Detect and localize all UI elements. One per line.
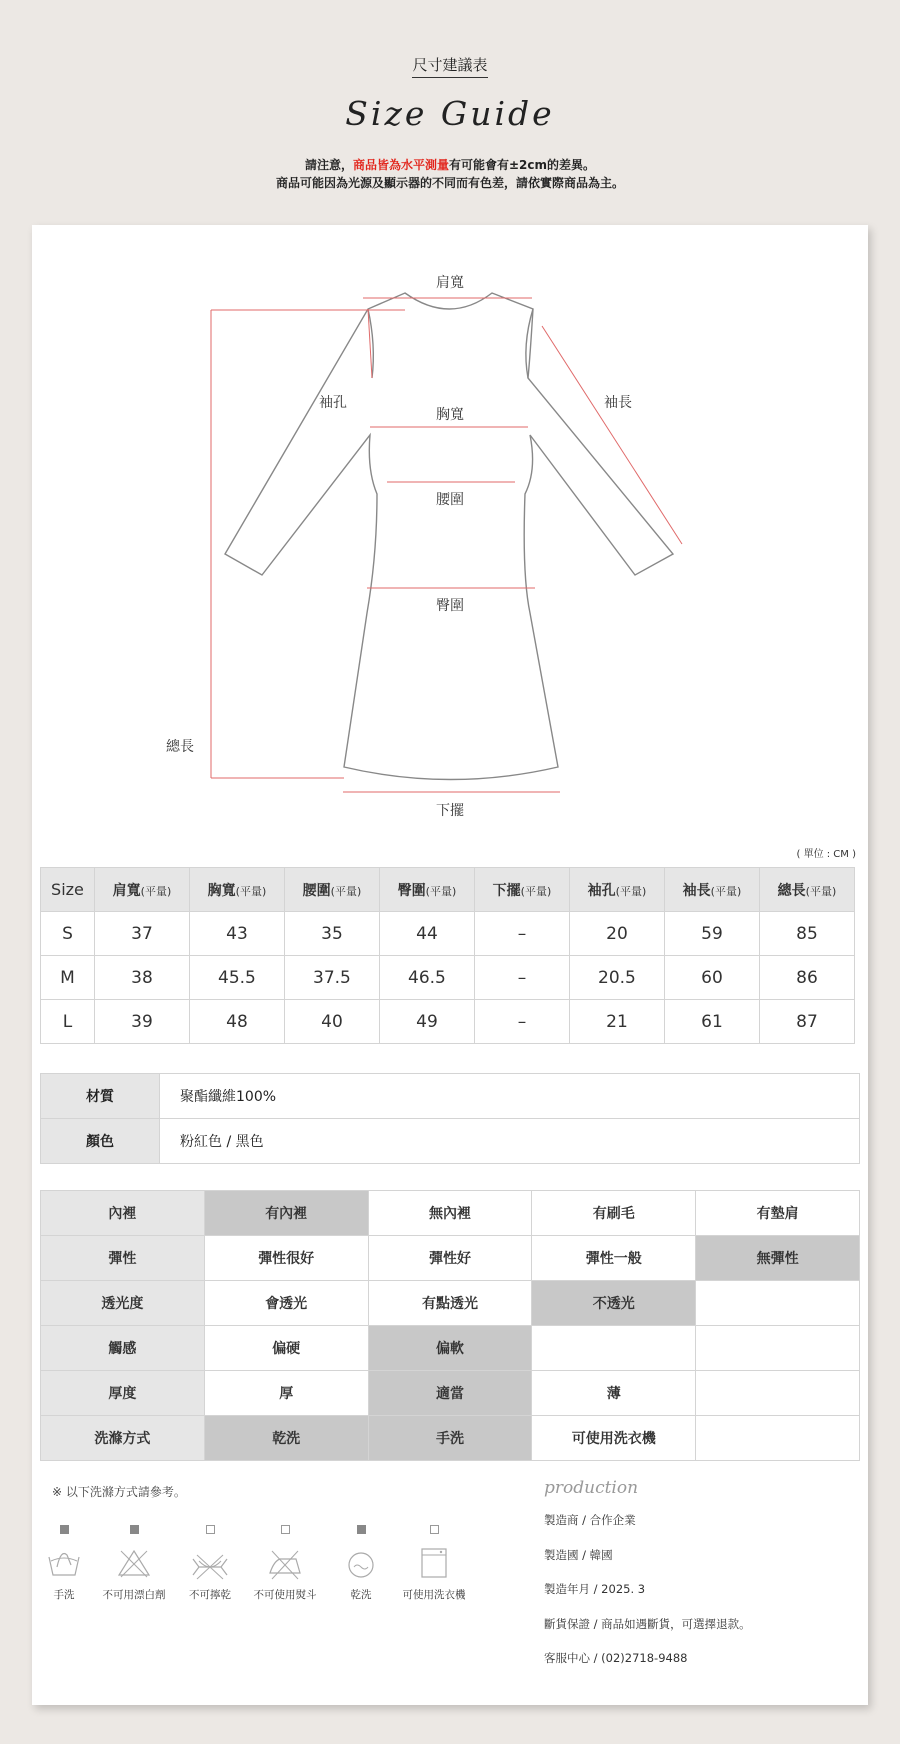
hand-wash-icon: [45, 1547, 83, 1581]
no-wring-icon: [191, 1547, 229, 1581]
care-label: 不可使用熨斗: [253, 1589, 317, 1601]
property-option: 可使用洗衣機: [532, 1416, 696, 1461]
material-row: [41, 1074, 860, 1119]
care-label: 不可擰乾: [189, 1589, 231, 1601]
production-info: [544, 1478, 864, 1685]
property-option: [696, 1416, 860, 1461]
production-title: production: [544, 1478, 639, 1498]
property-key: 厚度: [41, 1371, 205, 1416]
size-cell: 45.5: [189, 956, 284, 1000]
size-cell: 48: [189, 1000, 284, 1044]
armhole-label: 袖孔: [319, 395, 347, 411]
size-cell: M: [41, 956, 95, 1000]
sleeve-line: [542, 326, 682, 544]
care-checkbox: [430, 1525, 439, 1534]
material-table: [40, 1073, 860, 1164]
care-checkbox: [206, 1525, 215, 1534]
washing-machine-icon: [415, 1547, 453, 1581]
property-option: 偏硬: [204, 1326, 368, 1371]
size-cell: 39: [94, 1000, 189, 1044]
property-option: 厚: [204, 1371, 368, 1416]
size-card: [32, 225, 868, 1705]
size-cell: –: [474, 956, 569, 1000]
material-value: 聚酯纖維100%: [160, 1074, 860, 1119]
size-cell: 86: [759, 956, 854, 1000]
size-row: [41, 1000, 855, 1044]
production-line: 客服中心 / (02)2718-9488: [544, 1651, 688, 1665]
property-option: 薄: [532, 1371, 696, 1416]
size-cell: 37.5: [284, 956, 379, 1000]
property-option: 乾洗: [204, 1416, 368, 1461]
property-option: 有刷毛: [532, 1191, 696, 1236]
size-cell: 87: [759, 1000, 854, 1044]
size-column-header: 總長(平量): [759, 868, 854, 912]
property-key: 內裡: [41, 1191, 205, 1236]
waist-label: 腰圍: [436, 492, 464, 508]
size-cell: –: [474, 1000, 569, 1044]
care-label: 不可用漂白劑: [102, 1589, 166, 1601]
care-checkbox: [60, 1525, 69, 1534]
no-bleach-icon: [115, 1547, 153, 1581]
size-column-header: 袖長(平量): [664, 868, 759, 912]
property-key: 透光度: [41, 1281, 205, 1326]
property-table: [40, 1190, 860, 1461]
dress-outline: [225, 293, 673, 780]
property-option: 適當: [368, 1371, 532, 1416]
property-option: 不透光: [532, 1281, 696, 1326]
unit-label: ( 單位 : CM ): [796, 849, 856, 860]
production-line: 斷貨保證 / 商品如遇斷貨，可選擇退款。: [544, 1616, 751, 1631]
property-option: 有內裡: [204, 1191, 368, 1236]
property-key: 洗滌方式: [41, 1416, 205, 1461]
property-key: 彈性: [41, 1236, 205, 1281]
property-option: 彈性很好: [204, 1236, 368, 1281]
size-guide-kicker: 尺寸建議表: [0, 54, 900, 75]
care-item: [394, 1525, 474, 1602]
size-row: [41, 956, 855, 1000]
size-table: [40, 867, 855, 1044]
size-cell: 37: [94, 912, 189, 956]
size-column-header: 胸寬(平量): [189, 868, 284, 912]
size-table-header: [41, 868, 855, 912]
size-cell: 40: [284, 1000, 379, 1044]
care-note: ※ 以下洗滌方式請參考。: [52, 1485, 186, 1499]
length-label: 總長: [166, 739, 194, 755]
material-key: 材質: [41, 1074, 160, 1119]
care-item: [94, 1525, 174, 1602]
care-item: [24, 1525, 104, 1602]
size-cell: S: [41, 912, 95, 956]
size-column-header: 肩寬(平量): [94, 868, 189, 912]
size-cell: 21: [569, 1000, 664, 1044]
shoulder-label: 肩寬: [436, 275, 464, 291]
property-option: [696, 1281, 860, 1326]
material-key: 顏色: [41, 1119, 160, 1164]
production-line: 製造年月 / 2025. 3: [544, 1582, 646, 1596]
size-cell: 49: [379, 1000, 474, 1044]
property-row: [41, 1326, 860, 1371]
property-option: 無彈性: [696, 1236, 860, 1281]
material-row: [41, 1119, 860, 1164]
size-column-header: Size: [41, 868, 95, 912]
size-column-header: 臀圍(平量): [379, 868, 474, 912]
size-cell: L: [41, 1000, 95, 1044]
production-line: 製造國 / 韓國: [544, 1547, 613, 1562]
size-column-header: 袖孔(平量): [569, 868, 664, 912]
size-cell: 38: [94, 956, 189, 1000]
size-cell: 20.5: [569, 956, 664, 1000]
size-cell: 43: [189, 912, 284, 956]
size-cell: 85: [759, 912, 854, 956]
property-row: [41, 1416, 860, 1461]
size-cell: 60: [664, 956, 759, 1000]
size-column-header: 下擺(平量): [474, 868, 569, 912]
property-option: 彈性好: [368, 1236, 532, 1281]
size-cell: –: [474, 912, 569, 956]
production-line: 製造商 / 合作企業: [544, 1513, 636, 1527]
care-label: 可使用洗衣機: [402, 1589, 466, 1601]
property-row: [41, 1236, 860, 1281]
garment-diagram: [32, 225, 868, 845]
property-option: 無內裡: [368, 1191, 532, 1236]
no-iron-icon: [266, 1547, 304, 1581]
care-label: 乾洗: [350, 1589, 372, 1601]
property-key: 觸感: [41, 1326, 205, 1371]
property-row: [41, 1281, 860, 1326]
measurement-notice: 請注意，商品皆為水平測量有可能會有±2cm的差異。 商品可能因為光源及顯示器的不同而有色差，請依實際商品為主。: [275, 158, 624, 190]
page-title: Size Guide: [345, 94, 555, 133]
property-row: [41, 1371, 860, 1416]
size-cell: 35: [284, 912, 379, 956]
size-cell: 20: [569, 912, 664, 956]
hem-label: 下擺: [436, 803, 464, 819]
property-row: [41, 1191, 860, 1236]
hip-label: 臀圍: [436, 598, 464, 614]
sleeve-label: 袖長: [604, 395, 632, 411]
care-item: [245, 1525, 325, 1602]
property-option: 有點透光: [368, 1281, 532, 1326]
care-item: [321, 1525, 401, 1602]
care-label: 手洗: [53, 1589, 75, 1601]
property-option: [696, 1326, 860, 1371]
chest-label: 胸寬: [436, 407, 464, 423]
property-option: 偏軟: [368, 1326, 532, 1371]
size-row: [41, 912, 855, 956]
property-option: 有墊肩: [696, 1191, 860, 1236]
property-option: [532, 1326, 696, 1371]
property-option: 手洗: [368, 1416, 532, 1461]
dry-clean-icon: [342, 1547, 380, 1581]
size-cell: 61: [664, 1000, 759, 1044]
care-item: [170, 1525, 250, 1602]
care-checkbox: [130, 1525, 139, 1534]
material-value: 粉紅色 / 黑色: [160, 1119, 860, 1164]
size-column-header: 腰圍(平量): [284, 868, 379, 912]
care-checkbox: [357, 1525, 366, 1534]
care-icons: [44, 1525, 464, 1645]
size-cell: 44: [379, 912, 474, 956]
care-checkbox: [281, 1525, 290, 1534]
property-option: 會透光: [204, 1281, 368, 1326]
size-cell: 46.5: [379, 956, 474, 1000]
size-cell: 59: [664, 912, 759, 956]
property-option: [696, 1371, 860, 1416]
property-option: 彈性一般: [532, 1236, 696, 1281]
